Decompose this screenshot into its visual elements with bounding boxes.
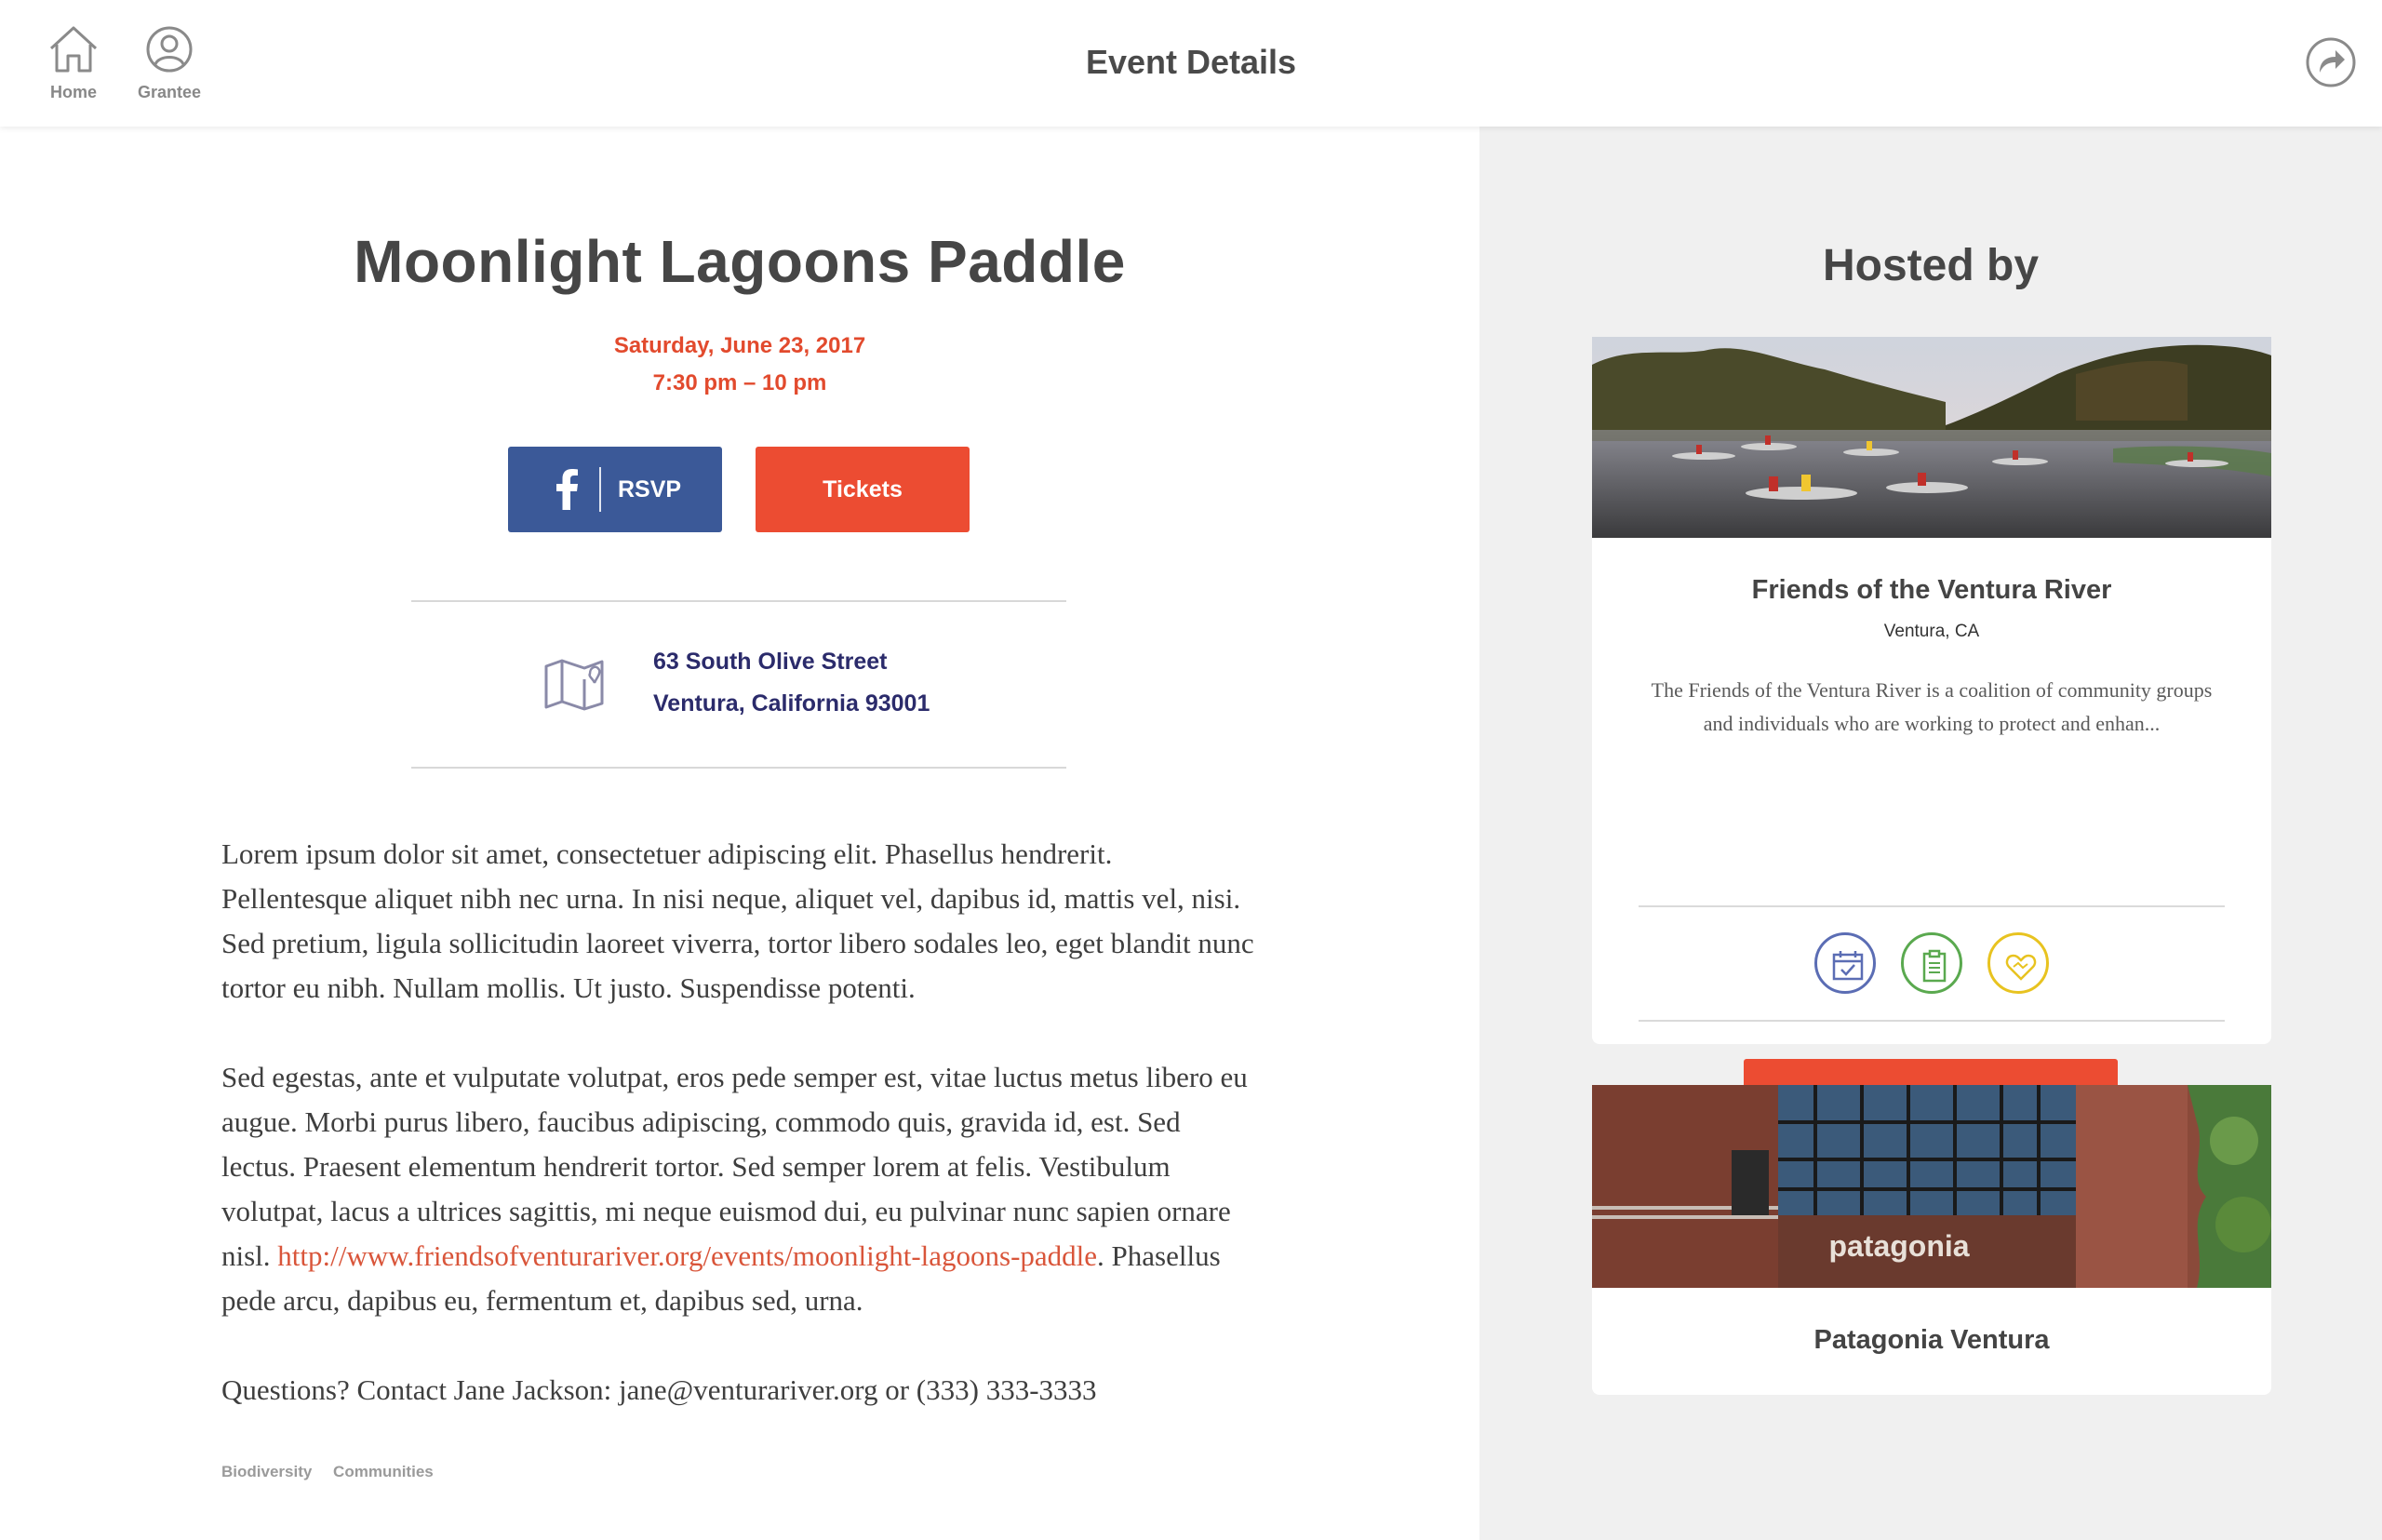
rsvp-button[interactable] xyxy=(508,447,722,532)
handshake-heart-icon xyxy=(2004,949,2038,983)
event-title: Moonlight Lagoons Paddle xyxy=(354,228,1126,295)
address-line-2[interactable]: Ventura, California 93001 xyxy=(653,690,930,716)
nav-grantee-label: Grantee xyxy=(137,83,202,101)
facebook-icon xyxy=(553,469,581,510)
kayakers-photo xyxy=(1592,337,2271,538)
tag-biodiversity[interactable]: Biodiversity xyxy=(221,1463,313,1480)
host-card-friends-ventura-river[interactable] xyxy=(1592,337,2271,1044)
host-name[interactable]: Friends of the Ventura River xyxy=(1751,575,2112,605)
share-icon xyxy=(2306,37,2356,87)
tickets-button[interactable]: Tickets xyxy=(756,447,970,532)
top-bar xyxy=(0,0,2382,127)
event-time: 7:30 pm – 10 pm xyxy=(652,370,827,395)
clipboard-icon xyxy=(1918,949,1951,983)
tag-communities[interactable]: Communities xyxy=(333,1463,434,1480)
patagonia-sign-text: patagonia xyxy=(1828,1229,1970,1263)
calendar-check-icon xyxy=(1831,949,1865,983)
event-link[interactable]: http://www.friendsofventurariver.org/events/moonlight-lagoons-paddle xyxy=(277,1239,1098,1272)
event-main xyxy=(0,127,1479,1540)
nav-home-label: Home xyxy=(49,83,97,101)
host-card-patagonia-ventura[interactable] xyxy=(1592,1085,2271,1395)
paragraph-2-text-end: . Phasellus pede arcu, dapibus eu, fermentum et, dapibus sed, urna. xyxy=(221,1239,1221,1317)
hosted-by-title: Hosted by xyxy=(1822,241,2040,290)
hosted-by-sidebar xyxy=(1479,127,2382,1540)
rsvp-divider xyxy=(599,467,601,512)
map-icon xyxy=(543,653,605,711)
divider xyxy=(411,600,1066,602)
host-name[interactable]: Patagonia Ventura xyxy=(1813,1325,2050,1355)
divider xyxy=(1639,1020,2225,1022)
events-badge[interactable] xyxy=(1814,932,1876,994)
share-button[interactable] xyxy=(2306,37,2356,87)
divider xyxy=(411,767,1066,769)
divider xyxy=(1639,905,2225,907)
contact-text: Questions? Contact Jane Jackson: jane@venturariver.org or (333) 333-3333 xyxy=(221,1373,1097,1406)
page-title: Event Details xyxy=(1085,43,1297,81)
host-location: Ventura, CA xyxy=(1883,622,1980,641)
donate-badge[interactable] xyxy=(1987,932,2049,994)
address-line-1[interactable]: 63 South Olive Street xyxy=(653,649,888,675)
tag-list xyxy=(221,1463,450,1481)
event-date: Saturday, June 23, 2017 xyxy=(613,333,866,358)
patagonia-storefront-photo xyxy=(1592,1085,2271,1288)
volunteer-badge[interactable] xyxy=(1901,932,1962,994)
host-description: The Friends of the Ventura River is a coalition of community groups and individuals who are working to protect and enhan... xyxy=(1651,678,2213,735)
rsvp-label: RSVP xyxy=(618,476,682,502)
description-paragraph-1: Lorem ipsum dolor sit amet, consectetuer adipiscing elit. Phasellus hendrerit. Pellentesque aliquet nibh nec urna. In nisi neque, aliquet vel, dapibus id, mattis vel, nisi. Sed pretium, ligula sollicitudin laoreet viverra, tortor libero sodales leo, eget blandit nunc tortor eu nibh. Nullam mollis. Ut justo. Suspendisse potenti. xyxy=(221,837,1254,1004)
description-paragraph-2 xyxy=(221,1055,1254,1323)
paragraph-2-text: Sed egestas, ante et vulputate volutpat, eros pede semper est, vitae luctus metus libero eu augue. Morbi purus libero, faucibus adipiscing, commodo quis, gravida id, est. Sed lectus. Praesent elementum hendrerit tortor. Sed semper lorem at felis. Vestibulum volutpat, lacus a ultrices sagittis, mi neque euismod dui, eu pulvinar nunc sapien ornare nisl. xyxy=(221,1061,1248,1272)
